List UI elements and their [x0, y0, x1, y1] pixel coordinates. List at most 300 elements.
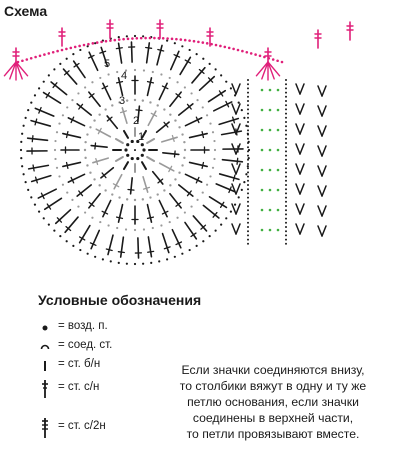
panel-green-chain	[269, 169, 272, 172]
panel-chain	[285, 104, 287, 106]
round-3-chain	[126, 99, 128, 101]
panel-green-chain	[261, 229, 264, 232]
top-arc-chain	[109, 39, 112, 42]
top-arc-chain	[219, 45, 222, 48]
top-arc-chain	[61, 49, 64, 52]
panel-chain	[247, 192, 249, 194]
round-3-chain	[169, 184, 171, 186]
round-3-chain	[183, 141, 185, 143]
outer-v-stitch-bar	[237, 158, 238, 164]
panel-green-chain	[269, 229, 272, 232]
panel-green-chain	[269, 149, 272, 152]
round-3-chain	[93, 178, 95, 180]
round-3-chain	[98, 113, 100, 115]
panel-stitch	[296, 144, 300, 154]
outer-v-stitch-bar	[116, 48, 122, 49]
round-4-stitch	[147, 205, 151, 223]
panel-chain	[285, 138, 287, 140]
panel-stitch	[322, 86, 326, 96]
panel-chain	[285, 167, 287, 169]
top-arc-chain	[162, 37, 165, 40]
outer-v-stitch-bar	[164, 247, 170, 249]
outer-chain	[220, 74, 222, 76]
round-3-chain	[134, 199, 136, 201]
panel-chain	[247, 146, 249, 148]
round-5-chain	[152, 71, 154, 73]
panel-chain	[285, 234, 287, 236]
round-5-chain	[190, 92, 192, 94]
round-3-chain	[111, 193, 113, 195]
panel-green-chain	[261, 209, 264, 212]
outer-chain	[110, 260, 112, 262]
round-2-stitch-bar	[121, 111, 127, 113]
round-3-chain	[118, 196, 120, 198]
panel-stitch	[322, 226, 326, 236]
outer-chain	[30, 196, 32, 198]
round-4-stitch	[170, 194, 181, 208]
top-arc-chain	[34, 56, 37, 59]
round-3-chain	[89, 171, 91, 173]
outer-chain	[238, 102, 240, 104]
outer-v-stitch	[203, 205, 219, 218]
top-arc-chain	[149, 37, 152, 40]
outer-chain	[53, 230, 55, 232]
round-3-chain	[178, 126, 180, 128]
outer-chain	[23, 125, 25, 127]
outer-chain	[43, 81, 45, 83]
round-5-chain	[196, 99, 198, 101]
outer-v-stitch	[172, 230, 180, 248]
panel-stitch	[236, 164, 240, 174]
round-5-chain	[209, 122, 211, 124]
outer-chain	[189, 49, 191, 51]
outer-v-stitch	[157, 45, 162, 64]
top-arc-chain	[39, 54, 42, 57]
top-arc-chain	[30, 57, 33, 60]
top-arc-chain	[206, 42, 209, 45]
panel-chain	[285, 184, 287, 186]
legend-label: = соед. ст.	[58, 339, 113, 351]
round-3-chain	[89, 126, 91, 128]
outer-chain	[34, 94, 36, 96]
outer-chain	[150, 262, 152, 264]
outer-chain	[174, 42, 176, 44]
round-3-chain	[142, 99, 144, 101]
panel-chain	[285, 243, 287, 245]
top-arc-chain	[228, 47, 231, 50]
note-line: Если значки соединяются внизу,	[181, 363, 365, 377]
panel-chain	[247, 163, 249, 165]
top-arc-chain	[74, 46, 77, 49]
round-5-chain	[77, 92, 79, 94]
panel-chain	[285, 171, 287, 173]
fan-stitch	[268, 62, 274, 79]
legend-label: = ст. б/н	[58, 358, 101, 370]
legend-label: = ст. с/н	[58, 381, 100, 393]
panel-stitch	[318, 166, 322, 176]
outer-v-stitch-bar	[148, 251, 154, 252]
outer-chain	[59, 63, 61, 65]
round-5-chain	[56, 131, 58, 133]
center-ring-chain	[126, 154, 129, 157]
round-5-chain	[160, 224, 162, 226]
round-4-stitch	[77, 104, 91, 115]
round-5-chain	[99, 77, 101, 79]
panel-stitch	[322, 106, 326, 116]
outer-v-stitch	[222, 131, 242, 134]
panel-chain	[285, 201, 287, 203]
outer-chain	[72, 53, 74, 55]
panel-chain	[285, 155, 287, 157]
panel-green-chain	[277, 189, 280, 192]
round-2-stitch-bar	[144, 187, 150, 189]
round-4-stitch	[147, 78, 151, 96]
outer-v-stitch	[138, 238, 139, 258]
top-arc-chain	[96, 41, 99, 44]
outer-v-stitch	[108, 235, 113, 254]
round-number-label: 2	[133, 115, 140, 127]
outer-chain	[20, 141, 22, 143]
round-5-chain	[62, 184, 64, 186]
outer-v-stitch	[63, 69, 76, 84]
top-arc-chain	[70, 47, 73, 50]
panel-chain	[285, 83, 287, 85]
outer-chain	[196, 53, 198, 55]
round-2-stitch-bar	[172, 136, 174, 142]
round-3-chain	[134, 99, 136, 101]
top-arc-chain	[56, 50, 59, 53]
outer-v-stitch-bar	[118, 252, 124, 253]
top-arc-chain	[232, 48, 235, 51]
panel-chain	[247, 201, 249, 203]
round-5-chain	[71, 99, 73, 101]
panel-chain	[247, 222, 249, 224]
outer-v-stitch	[171, 51, 179, 69]
fan-stitch	[4, 62, 16, 76]
top-arc-chain	[21, 59, 24, 62]
round-2-stitch	[143, 177, 148, 192]
round-3-chain	[178, 171, 180, 173]
round-3-chain	[149, 196, 151, 198]
outer-v-stitch	[51, 82, 67, 95]
panel-stitch	[322, 166, 326, 176]
outer-v-stitch	[121, 237, 124, 257]
round-3-chain	[149, 101, 151, 103]
outer-chain	[118, 262, 120, 264]
outer-v-stitch-bar	[100, 51, 106, 53]
outer-v-stitch	[31, 121, 50, 126]
panel-chain	[285, 230, 287, 232]
outer-chain	[25, 181, 27, 183]
round-3-chain	[174, 178, 176, 180]
top-arc-chain	[105, 40, 108, 43]
outer-v-stitch	[35, 108, 53, 116]
top-arc-chain	[92, 42, 95, 45]
top-arc-chain	[136, 37, 139, 40]
fan-stitch	[268, 62, 280, 76]
round-5-chain	[184, 86, 186, 88]
panel-chain	[285, 192, 287, 194]
center-ring-chain	[124, 148, 127, 151]
note-line: соединены в верхней части,	[192, 411, 354, 425]
round-number-label: 3	[119, 95, 126, 107]
outer-chain	[225, 81, 227, 83]
panel-chain	[285, 125, 287, 127]
outer-chain	[66, 240, 68, 242]
round-5-chain	[116, 71, 118, 73]
panel-stitch	[236, 84, 240, 94]
outer-chain	[118, 36, 120, 38]
panel-chain	[247, 87, 249, 89]
round-5-chain	[107, 73, 109, 75]
outer-v-stitch-bar	[35, 119, 37, 125]
outer-chain	[230, 87, 232, 89]
panel-chain	[247, 243, 249, 245]
top-arc-chain	[118, 38, 121, 41]
outer-v-stitch	[91, 230, 99, 248]
panel-chain	[247, 197, 249, 199]
round-4-stitch-bar	[67, 163, 68, 169]
round-3-chain	[126, 198, 128, 200]
round-5-chain	[169, 77, 171, 79]
outer-chain	[174, 256, 176, 258]
panel-chain	[247, 209, 249, 211]
round-5-chain	[77, 205, 79, 207]
outer-chain	[142, 35, 144, 37]
panel-chain	[247, 171, 249, 173]
panel-stitch	[296, 124, 300, 134]
round-1-stitch	[116, 139, 123, 143]
top-arc-chain	[259, 54, 262, 57]
panel-stitch	[300, 104, 304, 114]
round-number-label: 4	[121, 70, 128, 82]
top-arc-chain	[272, 58, 275, 61]
fan-stitch	[256, 62, 268, 76]
outer-chain	[87, 253, 89, 255]
top-arc-chain	[224, 46, 227, 49]
outer-chain	[241, 189, 243, 191]
outer-chain	[238, 196, 240, 198]
round-5-chain	[206, 114, 208, 116]
round-2-stitch-bar	[128, 190, 134, 191]
round-3-chain	[181, 133, 183, 135]
legend-heading: Условные обозначения	[38, 292, 202, 308]
top-arc-chain	[215, 44, 218, 47]
top-arc-chain	[197, 41, 200, 44]
center-ring-chain	[131, 140, 134, 143]
panel-chain	[247, 142, 249, 144]
top-arc-chain	[83, 44, 86, 47]
outer-chain	[94, 256, 96, 258]
panel-chain	[247, 92, 249, 94]
outer-chain	[34, 204, 36, 206]
round-5-chain	[84, 86, 86, 88]
panel-stitch	[296, 184, 300, 194]
round-4-stitch	[190, 162, 208, 166]
panel-stitch	[232, 84, 236, 94]
top-arc-chain	[43, 53, 46, 56]
round-5-chain	[202, 106, 204, 108]
top-arc-chain	[122, 38, 125, 41]
round-5-chain	[62, 114, 64, 116]
round-4-stitch-bar	[117, 217, 123, 218]
panel-green-chain	[277, 109, 280, 112]
round-3-chain	[86, 133, 88, 135]
outer-chain	[220, 224, 222, 226]
panel-stitch	[318, 146, 322, 156]
round-2-stitch	[162, 137, 177, 142]
center-ring-chain	[142, 148, 145, 151]
round-5-chain	[176, 217, 178, 219]
round-2-stitch-bar	[136, 110, 142, 111]
round-5-chain	[190, 205, 192, 207]
round-4-stitch	[179, 104, 193, 115]
outer-chain	[27, 109, 29, 111]
top-arc-chain	[100, 41, 103, 44]
single-crochet-icon	[40, 355, 54, 377]
outer-chain	[38, 211, 40, 213]
outer-chain	[225, 217, 227, 219]
outer-chain	[134, 263, 136, 265]
panel-stitch	[236, 104, 240, 114]
panel-stitch	[296, 224, 300, 234]
panel-green-chain	[277, 209, 280, 212]
round-5-chain	[160, 73, 162, 75]
panel-stitch	[300, 164, 304, 174]
fan-stitch	[10, 62, 16, 79]
outer-chain	[243, 117, 245, 119]
round-5-chain	[184, 211, 186, 213]
panel-chain	[247, 239, 249, 241]
panel-stitch	[300, 144, 304, 154]
outer-chain	[23, 173, 25, 175]
treble-crochet-icon	[40, 417, 54, 439]
round-2-stitch	[131, 178, 133, 194]
panel-chain	[247, 108, 249, 110]
outer-v-stitch	[193, 216, 206, 231]
outer-v-stitch	[29, 165, 49, 168]
panel-chain	[247, 205, 249, 207]
top-arc-chain	[48, 52, 51, 55]
panel-green-chain	[261, 109, 264, 112]
round-3-chain	[156, 193, 158, 195]
round-5-chain	[125, 228, 127, 230]
outer-chain	[30, 102, 32, 104]
outer-chain	[25, 117, 27, 119]
outer-v-stitch-bar	[106, 249, 112, 251]
outer-v-stitch	[147, 43, 150, 63]
top-arc-chain	[276, 59, 279, 62]
outer-chain	[48, 224, 50, 226]
outer-chain	[20, 149, 22, 151]
panel-chain	[247, 96, 249, 98]
outer-chain	[189, 249, 191, 251]
panel-stitch	[296, 204, 300, 214]
legend-item-treble	[40, 417, 160, 439]
round-3-chain	[104, 189, 106, 191]
diagram-title: Схема	[4, 3, 48, 19]
panel-chain	[285, 197, 287, 199]
round-5-chain	[212, 167, 214, 169]
panel-stitch	[318, 86, 322, 96]
outer-chain	[243, 181, 245, 183]
note-line: то столбики вяжут в одну и ту же	[179, 379, 367, 393]
round-4-stitch-bar	[202, 163, 203, 169]
legend-label: = ст. с/2н	[58, 420, 106, 432]
outer-chain	[21, 133, 23, 135]
round-5-chain	[91, 217, 93, 219]
outer-chain	[87, 45, 89, 47]
legend-item-single	[40, 355, 160, 377]
round-3-chain	[142, 198, 144, 200]
panel-stitch	[300, 224, 304, 234]
panel-chain	[285, 113, 287, 115]
round-5-chain	[202, 191, 204, 193]
panel-chain	[247, 83, 249, 85]
panel-stitch	[300, 124, 304, 134]
panel-chain	[247, 226, 249, 228]
outer-v-stitch-bar	[146, 48, 152, 49]
round-1-stitch	[147, 157, 154, 161]
double-crochet-icon	[40, 378, 54, 400]
outer-chain	[215, 230, 217, 232]
panel-green-chain	[261, 89, 264, 92]
round-3-chain	[111, 104, 113, 106]
outer-v-stitch-bar	[33, 165, 34, 171]
round-3-chain	[84, 149, 86, 151]
panel-chain	[285, 239, 287, 241]
center-ring-chain	[141, 154, 144, 157]
panel-chain	[247, 218, 249, 220]
panel-stitch	[296, 164, 300, 174]
round-4-stitch	[89, 194, 100, 208]
outer-chain	[166, 258, 168, 260]
outer-chain	[215, 68, 217, 70]
panel-chain	[247, 138, 249, 140]
round-1-stitch	[147, 139, 154, 143]
round-2-stitch-bar	[96, 159, 98, 165]
panel-green-chain	[269, 129, 272, 132]
panel-green-chain	[277, 149, 280, 152]
panel-green-chain	[269, 89, 272, 92]
panel-green-chain	[277, 229, 280, 232]
panel-green-chain	[269, 209, 272, 212]
outer-v-stitch-bar	[32, 136, 33, 142]
top-arc-chain	[241, 50, 244, 53]
outer-v-stitch	[200, 77, 215, 91]
outer-chain	[202, 58, 204, 60]
panel-chain	[285, 218, 287, 220]
panel-stitch	[232, 164, 236, 174]
outer-v-stitch-bar	[233, 117, 235, 123]
panel-stitch	[322, 206, 326, 216]
outer-v-stitch	[148, 237, 151, 257]
outer-v-stitch-bar	[158, 50, 164, 52]
outer-v-stitch	[220, 174, 239, 179]
outer-chain	[126, 35, 128, 37]
top-arc-chain	[193, 40, 196, 43]
round-1-stitch	[142, 162, 146, 169]
panel-chain	[285, 150, 287, 152]
panel-chain	[247, 159, 249, 161]
round-3-chain	[183, 157, 185, 159]
top-arc-chain	[254, 53, 257, 56]
panel-chain	[247, 213, 249, 215]
panel-chain	[247, 117, 249, 119]
panel-green-chain	[277, 129, 280, 132]
center-ring-chain	[136, 157, 139, 160]
panel-chain	[285, 100, 287, 102]
